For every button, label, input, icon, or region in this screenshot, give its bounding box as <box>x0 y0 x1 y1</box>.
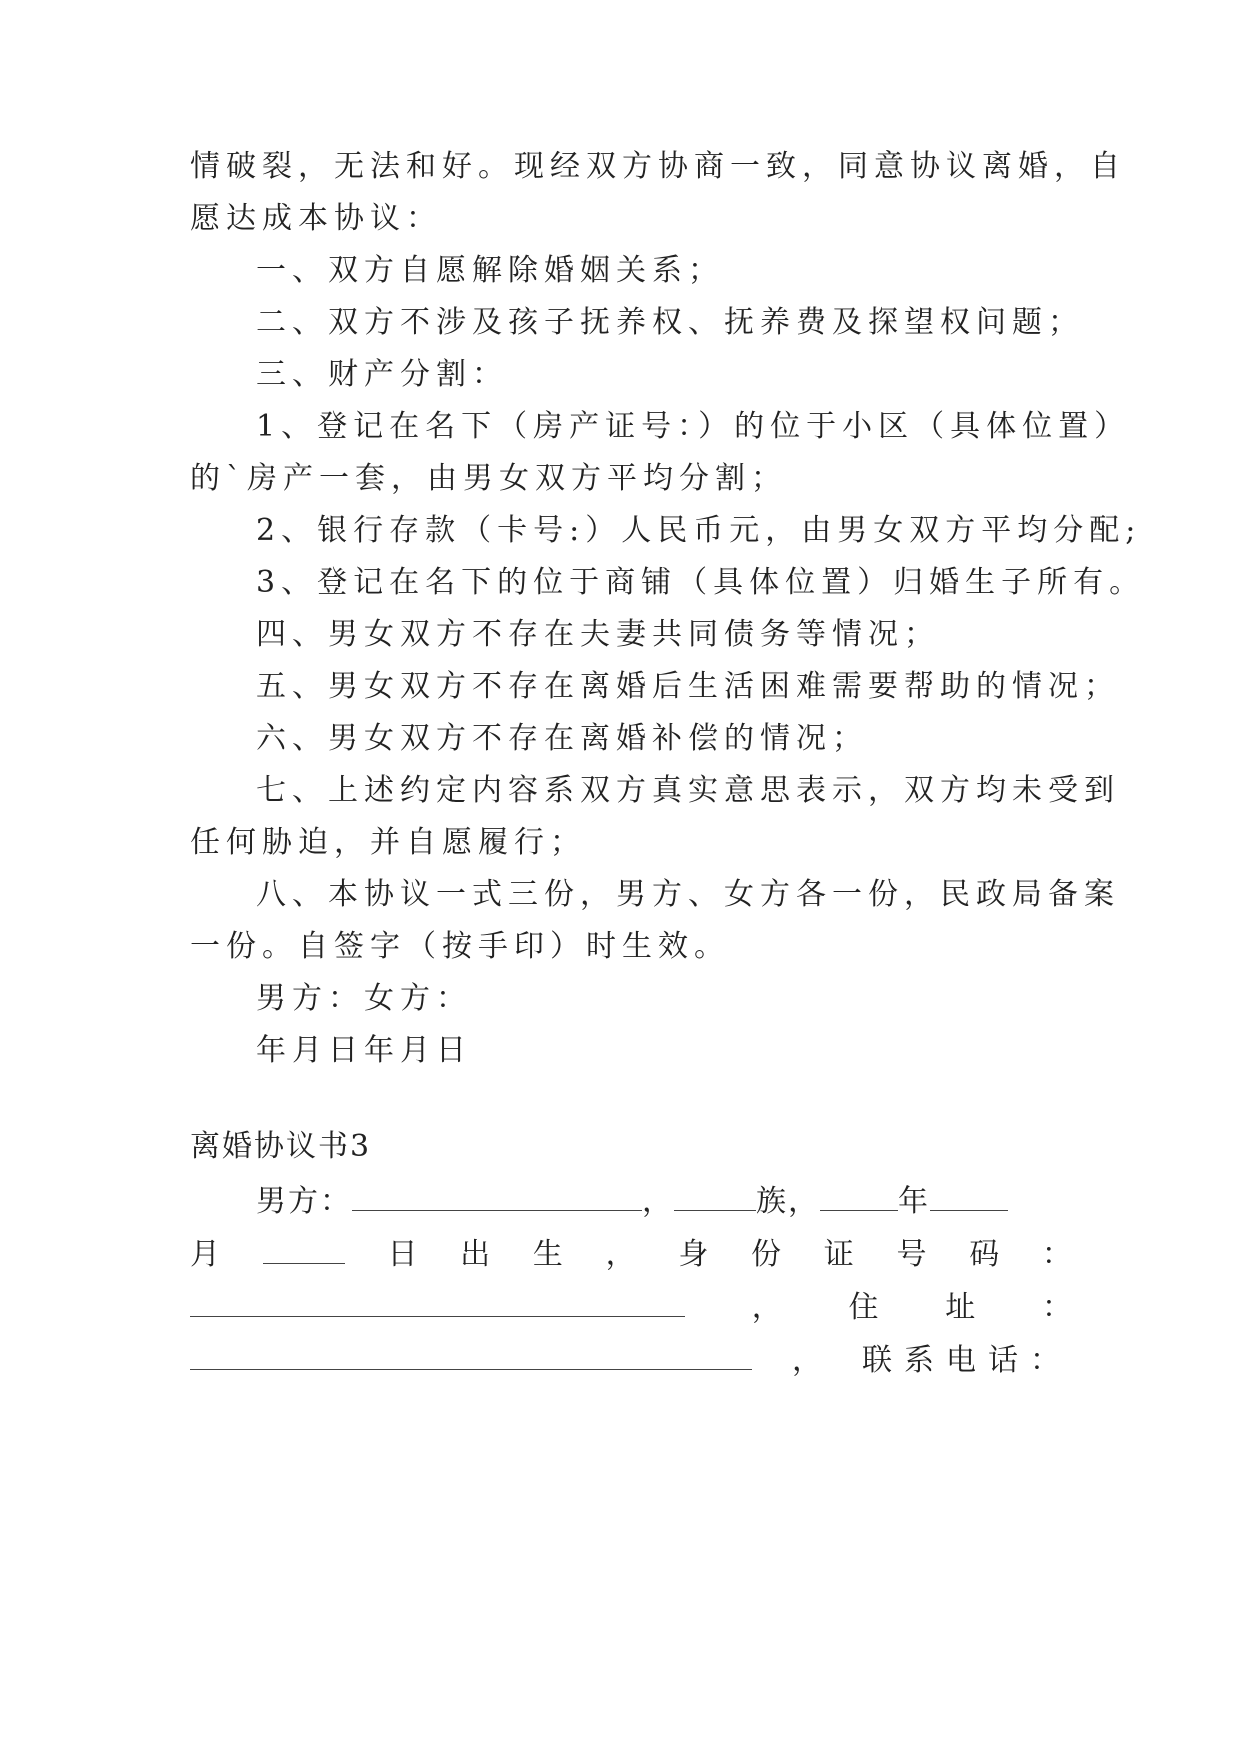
born-char-1: 出 <box>460 1237 491 1272</box>
clause-5: 五、男女双方不存在离婚后生活困难需要帮助的情况； <box>256 669 1120 704</box>
clause-3: 三、财产分割： <box>256 357 508 392</box>
clause-8-line-1: 八、本协议一式三份，男方、女方各一份，民政局备案 <box>256 877 1120 912</box>
address-colon: ： <box>1042 1290 1072 1325</box>
clause-6: 六、男女双方不存在离婚补偿的情况； <box>256 721 868 756</box>
clause-8-line-2: 一份。自签字（按手印）时生效。 <box>190 929 730 964</box>
clause-7-line-2: 任何胁迫，并自愿履行； <box>190 825 586 860</box>
id-char-5: 码 <box>969 1237 1000 1272</box>
id-comma: ， <box>751 1290 782 1325</box>
day-label: 日 <box>387 1237 418 1272</box>
paragraph-intro-line-1: 情破裂，无法和好。现经双方协商一致，同意协议离婚，自 <box>190 149 1126 184</box>
birth-comma: ， <box>605 1237 636 1272</box>
address-char-2: 址 <box>945 1290 976 1325</box>
date-line: 年月日年月日 <box>256 1033 472 1068</box>
id-char-2: 份 <box>751 1237 782 1272</box>
month-label: 月 <box>190 1237 220 1272</box>
form-birth-id-line <box>190 1233 1080 1275</box>
phone-label: 联系电话： <box>862 1343 1072 1378</box>
birth-day-blank[interactable] <box>263 1233 345 1264</box>
year-suffix: 年 <box>898 1184 930 1219</box>
id-char-3: 证 <box>823 1237 854 1272</box>
paragraph-intro-line-2: 愿达成本协议： <box>190 201 442 236</box>
address-char-1: 住 <box>848 1290 879 1325</box>
form-address-phone-line <box>190 1339 1080 1381</box>
form-male-line <box>256 1180 1080 1222</box>
born-char-2: 生 <box>532 1237 563 1272</box>
clause-2: 二、双方不涉及孩子抚养权、抚养费及探望权问题； <box>256 305 1084 340</box>
signature-line: 男方：女方： <box>256 981 472 1016</box>
clause-4: 四、男女双方不存在夫妻共同债务等情况； <box>256 617 940 652</box>
name-comma: ， <box>642 1184 674 1219</box>
clause-1: 一、双方自愿解除婚姻关系； <box>256 253 724 288</box>
id-char-1: 身 <box>678 1237 709 1272</box>
ethnicity-suffix: 族， <box>756 1184 820 1219</box>
id-colon: ： <box>1041 1237 1072 1272</box>
form-id-address-line <box>190 1286 1080 1328</box>
phone-comma: ， <box>792 1343 822 1378</box>
section-title: 离婚协议书3 <box>190 1129 372 1164</box>
male-label: 男方： <box>256 1184 352 1219</box>
male-name-blank[interactable] <box>352 1180 642 1211</box>
id-number-blank[interactable] <box>190 1286 685 1317</box>
clause-3-1-line-2: 的`房产一套，由男女双方平均分割； <box>190 461 787 496</box>
clause-3-1-line-1: 1、登记在名下（房产证号：）的位于小区（具体位置） <box>256 409 1131 444</box>
clause-3-3: 3、登记在名下的位于商铺（具体位置）归婚生子所有。 <box>256 565 1146 600</box>
address-blank[interactable] <box>190 1339 752 1370</box>
clause-3-2: 2、银行存款（卡号:）人民币元，由男女双方平均分配; <box>256 513 1142 548</box>
birth-year-blank[interactable] <box>820 1180 898 1211</box>
birth-month-blank-tail[interactable] <box>930 1180 1008 1211</box>
ethnicity-blank[interactable] <box>674 1180 756 1211</box>
id-char-4: 号 <box>896 1237 927 1272</box>
clause-7-line-1: 七、上述约定内容系双方真实意思表示，双方均未受到 <box>256 773 1120 808</box>
